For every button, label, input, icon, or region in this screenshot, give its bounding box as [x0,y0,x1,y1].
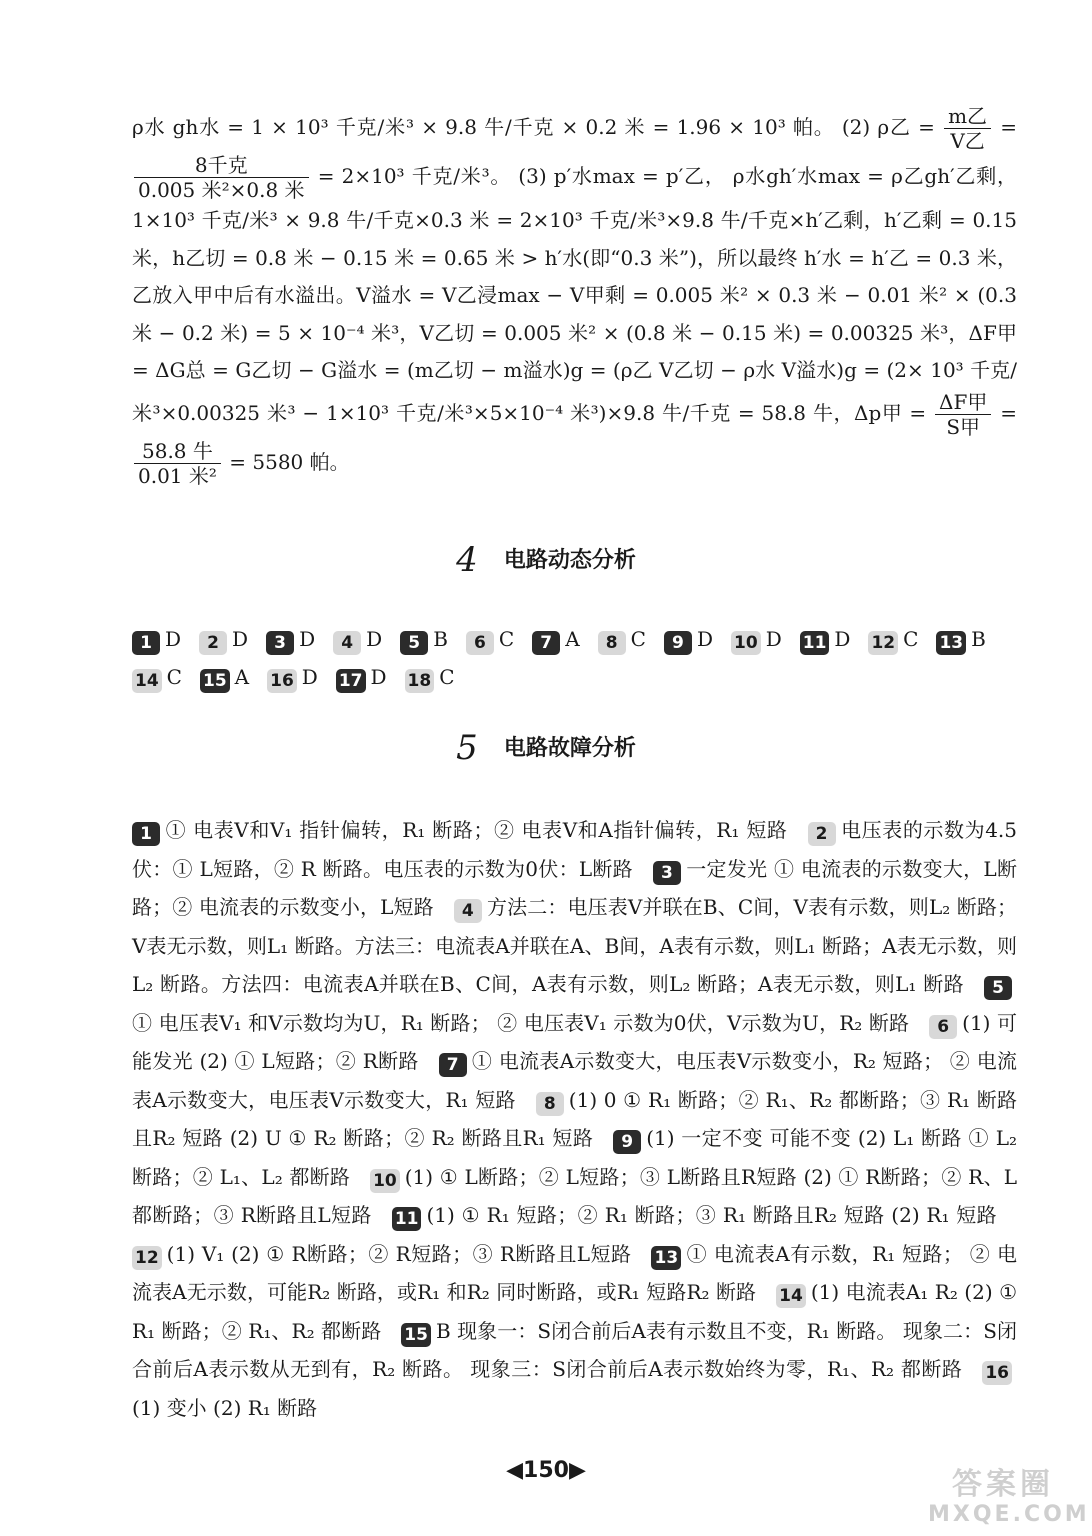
fraction-numerator: ΔF甲 [935,390,991,415]
answer-text: D [370,665,387,689]
answer-text: (1) 变小 (2) R₁ 断路 [132,1395,318,1420]
question-number-badge: 9 [664,631,692,655]
question-number-badge: 12 [868,631,898,655]
solution-line-2: = 2×10³ 千克/米³。 (3) p′水max = p′乙， ρ水gh′水max = ρ乙gh′乙剩，1×10³ 千克/米³ × 9.8 牛/千克×0.3 米 = 2×10³ 千克/米³×9.8 牛/千克×h′乙剩，h′乙剩 = 0.15 米，h乙切 = 0.8 米 − 0.15 米 = 0.65 米 > h′水(即“0.3 米”)，所以最终 h′水 = h′乙 = 0.3 米，乙放入甲中后有水溢出。V溢水 = V乙浸max − V甲剩 = 0.005 米² × 0.3 米 − 0.01 米² × (0.3 米 − 0.2 米) = 5 × 10⁻⁴ 米³，V乙切 = 0.005 米² × (0.8 米 − 0.15 米) = 0.00325 米³，ΔF甲 = ΔG总 = G乙切 − G溢水 = (m乙切 − m溢水)g = (ρ乙 V乙切 − ρ水 V溢水)g = (2× 10³ 千克/米³×0.00325 米³ − 1×10³ 千克/米³×5×10⁻⁴ 米³)×9.8 牛/千克 = 58.8 牛，Δp甲 = [132,164,1017,425]
fraction-denominator: V乙 [950,129,985,153]
answer-item [466,620,514,658]
answer-item [400,620,448,658]
question-number-badge: 13 [651,1246,681,1270]
solution-line-1: ρ水 gh水 = 1 × 10³ 千克/米³ × 9.8 牛/千克 × 0.2 米 = 1.96 × 10³ 帕。 (2) ρ乙 = [132,115,943,139]
question-number-badge: 4 [333,631,361,655]
answer-text: B [433,627,448,651]
section-title: 电路动态分析 [503,548,636,573]
answer-text: D [366,627,383,651]
question-number-badge: 11 [800,631,830,655]
question-number-badge: 17 [336,669,366,693]
answer-item [267,658,318,696]
answer-item [132,658,182,696]
fraction-mass-volume [134,153,309,202]
answer-text: D [834,627,851,651]
answer-text: (1) 电流表A₁ R₂ (2) ① R₁ 断路；② R₁、R₂ 都断路 [132,1280,1017,1343]
answer-text: (1) 一定不变 可能不变 (2) L₁ 断路 ① L₂ 断路；② L₁、L₂ 都断路 [132,1126,1017,1189]
page-number-value: 150 [523,1458,569,1483]
answer-text: (1) ① L断路；② L短路；③ L断路且R短路 (2) ① R断路；② R、L都断路；③ R断路且L短路 [132,1164,1018,1227]
answer-text: D [696,627,714,651]
answer-text: ① 电表V和V₁ 指针偏转，R₁ 断路；② 电表V和A指针偏转，R₁ 短路 [165,818,788,842]
question-number-badge: 14 [132,669,162,693]
answer-item [336,658,387,696]
section-number: 4 [456,540,478,580]
answer-text: C [439,665,455,689]
question-number-badge: 15 [200,669,230,693]
question-number-badge: 16 [982,1361,1012,1385]
fraction-density [944,104,991,153]
answer-text: C [903,627,919,651]
answer-item [132,1242,631,1266]
question-number-badge: 18 [405,669,435,693]
question-number-badge: 4 [454,899,482,923]
question-number-badge: 10 [370,1169,400,1193]
fraction-denominator: S甲 [946,414,981,439]
question-number-badge: 7 [439,1053,467,1077]
answer-text: (1) 可能发光 (2) ① L短路；② R断路 [132,1010,1018,1073]
question-number-badge: 8 [598,631,626,655]
answer-item [598,620,646,658]
question-number-badge: 13 [936,631,966,655]
question-number-badge: 9 [613,1130,641,1154]
question-number-badge: 3 [653,861,681,885]
question-number-badge: 12 [132,1246,162,1270]
question-number-badge: 14 [776,1284,806,1308]
answer-text: 电压表的示数为4.5伏：① L短路，② R 断路。电压表的示数为0伏：L断路 [132,818,1017,881]
answer-text: D [301,665,318,689]
fraction-denominator: 0.005 米²×0.8 米 [138,178,305,202]
question-number-badge: 6 [466,631,494,655]
answer-text: D [232,627,249,651]
watermark-logo [928,1467,1090,1530]
answer-text: (1) V₁ (2) ① R断路；② R短路；③ R断路且L短路 [166,1241,632,1266]
solution-line-3: = 5580 帕。 [222,449,350,474]
fraction-numerator: 58.8 牛 [134,439,221,464]
answer-text: ① 电压表V₁ 和V示数均为U，R₁ 断路； ② 电压表V₁ 示数为0伏，V示数为U，R₂ 断路 [132,1010,910,1035]
section-4-heading [0,540,1092,580]
page-prev-icon: ◀ [506,1458,524,1483]
section-4-answers [132,620,1032,696]
solution-paragraph [132,104,1017,488]
solution-equals: = [993,400,1017,425]
question-number-badge: 10 [731,631,761,655]
answer-item [405,658,455,696]
answer-text: D [765,627,782,651]
question-number-badge: 5 [400,631,428,655]
question-number-badge: 16 [267,669,297,693]
question-number-badge: 6 [929,1015,957,1039]
answer-item [800,620,851,658]
answer-text: B 现象一：S闭合前后A表有示数且不变，R₁ 断路。 现象二：S闭合前后A表示数从无到有，R₂ 断路。 现象三：S闭合前后A表示数始终为零，R₁、R₂ 都断路 [132,1318,1017,1381]
fraction-pressure [935,390,991,439]
answer-item [868,620,918,658]
question-number-badge: 1 [132,631,160,655]
answer-text: C [166,665,182,689]
question-number-badge: 7 [532,631,560,655]
question-number-badge: 8 [536,1092,564,1116]
answer-text: A [234,665,250,689]
question-number-badge: 15 [401,1323,431,1347]
section-title: 电路故障分析 [503,736,636,761]
answer-text: 一定发光 ① 电流表的示数变大，L断路；② 电流表的示数变小，L短路 [132,856,1017,919]
answer-text: ① 电流表A有示数，R₁ 短路； ② 电流表A无示数，可能R₂ 断路，或R₁ 和R₂ 同时断路，或R₁ 短路R₂ 断路 [132,1241,1018,1304]
answer-item [199,620,248,658]
question-number-badge: 2 [199,631,227,655]
question-number-badge: 1 [132,822,160,846]
answer-text: D [299,627,316,651]
solution-equals: = [993,115,1017,139]
answer-text: ① 电流表A示数变大，电压表V示数变小，R₂ 短路； ② 电流表A示数变大，电压表V示数变大，R₁ 短路 [132,1049,1017,1112]
answer-text: (1) 0 ① R₁ 断路；② R₁、R₂ 都断路；③ R₁ 断路且R₂ 短路 (2) U ① R₂ 断路；② R₂ 断路且R₁ 短路 [132,1087,1017,1150]
answer-text: A [565,627,580,651]
question-number-badge: 2 [808,822,836,846]
page-next-icon: ▶ [568,1458,586,1483]
fraction-final [134,439,221,488]
answer-item [532,620,579,658]
answer-item [392,1203,997,1227]
question-number-badge: 3 [266,631,294,655]
answer-text: B [971,627,986,651]
answer-item [132,818,788,842]
answer-item [266,620,315,658]
answer-item [132,620,181,658]
answer-item [731,620,782,658]
section-5-answers [132,811,1017,1427]
answer-item [200,658,249,696]
answer-text: D [165,627,182,651]
answer-text: 方法二：电压表V并联在B、C间，V表有示数，则L₂ 断路；V表无示数，则L₁ 断路。方法三：电流表A并联在A、B间，A表有示数，则L₁ 断路；A表无示数，则L₂ 断路。方法四：电流表A并联在B、C间，A表有示数，则L₂ 断路；A表无示数，则L₁ 断路 [132,895,1018,996]
answer-item [936,620,985,658]
answer-text: C [630,627,646,651]
fraction-denominator: 0.01 米² [138,463,217,488]
fraction-numerator: 8千克 [134,153,309,178]
answer-text: C [498,627,515,651]
answer-item [664,620,713,658]
watermark-text: 答案圈 [952,1467,1054,1502]
section-5-heading [0,728,1092,768]
answer-item [333,620,382,658]
question-number-badge: 5 [984,976,1012,1000]
section-number: 5 [456,728,478,768]
fraction-numerator: m乙 [944,104,991,129]
answer-text: (1) ① R₁ 短路；② R₁ 断路；③ R₁ 断路且R₂ 短路 (2) R₁ 短路 [426,1203,997,1227]
watermark-domain: MXQE.COM [928,1502,1090,1527]
question-number-badge: 11 [392,1207,422,1231]
